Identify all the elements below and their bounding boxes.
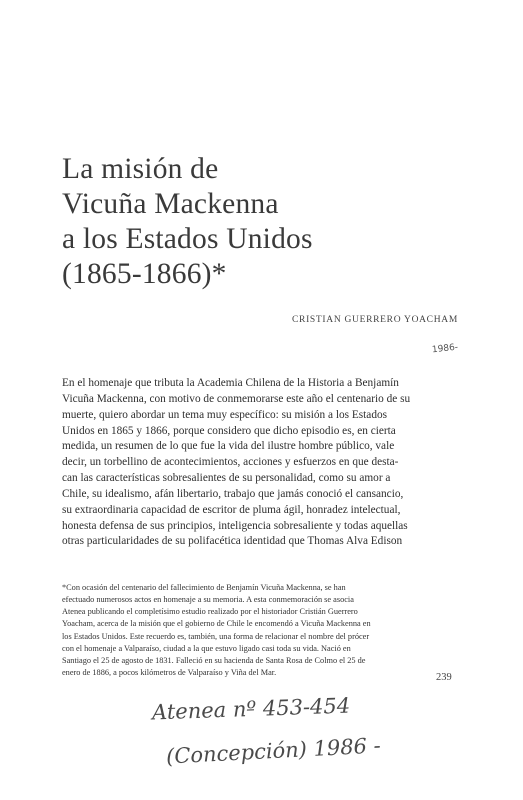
title-line: a los Estados Unidos (62, 223, 313, 255)
body-line: honesta defensa de sus principios, inteligencia sobresaliente y todas aquellas (62, 519, 408, 532)
body-paragraph (62, 376, 460, 550)
body-line: decir, un torbellino de acontecimientos, acciones y esfuerzos en que desta- (62, 456, 399, 469)
body-line: Vicuña Mackenna, con motivo de conmemorarse este año el centenario de su (62, 392, 411, 405)
page-number: 239 (436, 672, 452, 683)
footnote (62, 582, 460, 679)
footnote-line: con el homenaje a Valparaíso, ciudad a la que estuvo ligado casi toda su vida. Nació en (62, 643, 351, 653)
footnote-line: Yoacham, acerca de la misión que el gobierno de Chile le encomendó a Vicuña Mackenna en (62, 619, 371, 629)
article-title (62, 152, 313, 292)
footnote-line: efectuado numerosos actos en homenaje a su memoria. A esta conmemoración se asocia (62, 595, 354, 605)
body-line: otras particularidades de su polifacética identidad que Thomas Alva Edison (62, 535, 403, 548)
body-line: Unidos en 1865 y 1866, porque considero que dicho episodio es, en cierta (62, 424, 396, 437)
handwritten-citation: Atenea nº 453-454 (151, 693, 351, 725)
handwritten-citation-place: (Concepción) 1986 - (165, 733, 382, 769)
body-line: Chile, su idealismo, afán libertario, trabajo que jamás conoció el cansancio, (62, 487, 404, 500)
footnote-line: los Estados Unidos. Este recuerdo es, también, una forma de relacionar el nombre del prócer (62, 631, 370, 641)
footnote-line: Santiago el 25 de agosto de 1831. Falleció en su hacienda de Santa Rosa de Colmo el 25 de (62, 655, 366, 665)
body-line: medida, un resumen de lo que fue la vida del ilustre hombre público, vale (62, 440, 395, 453)
author-name: CRISTIAN GUERRERO YOACHAM (292, 315, 458, 325)
footnote-line: enero de 1886, a pocos kilómetros de Valparaíso y Viña del Mar. (62, 668, 277, 678)
title-line: (1865-1866)* (62, 258, 227, 290)
body-line: can las características sobresalientes de su personalidad, como su amor a (62, 472, 391, 485)
body-line: muerte, quiero abordar un tema muy específico: su misión a los Estados (62, 408, 388, 421)
footnote-line: Atenea publicando el completísimo estudio realizado por el historiador Cristián Guerrero (62, 607, 358, 617)
handwritten-year: 1986- (431, 342, 459, 356)
title-line: La misión de (62, 153, 219, 185)
body-line: En el homenaje que tributa la Academia Chilena de la Historia a Benjamín (62, 377, 399, 389)
footnote-line: *Con ocasión del centenario del fallecimiento de Benjamín Vicuña Mackenna, se han (62, 583, 346, 592)
title-line: Vicuña Mackenna (62, 188, 279, 220)
body-line: su extraordinaria capacidad de escritor de pluma ágil, honradez intelectual, (62, 503, 401, 516)
